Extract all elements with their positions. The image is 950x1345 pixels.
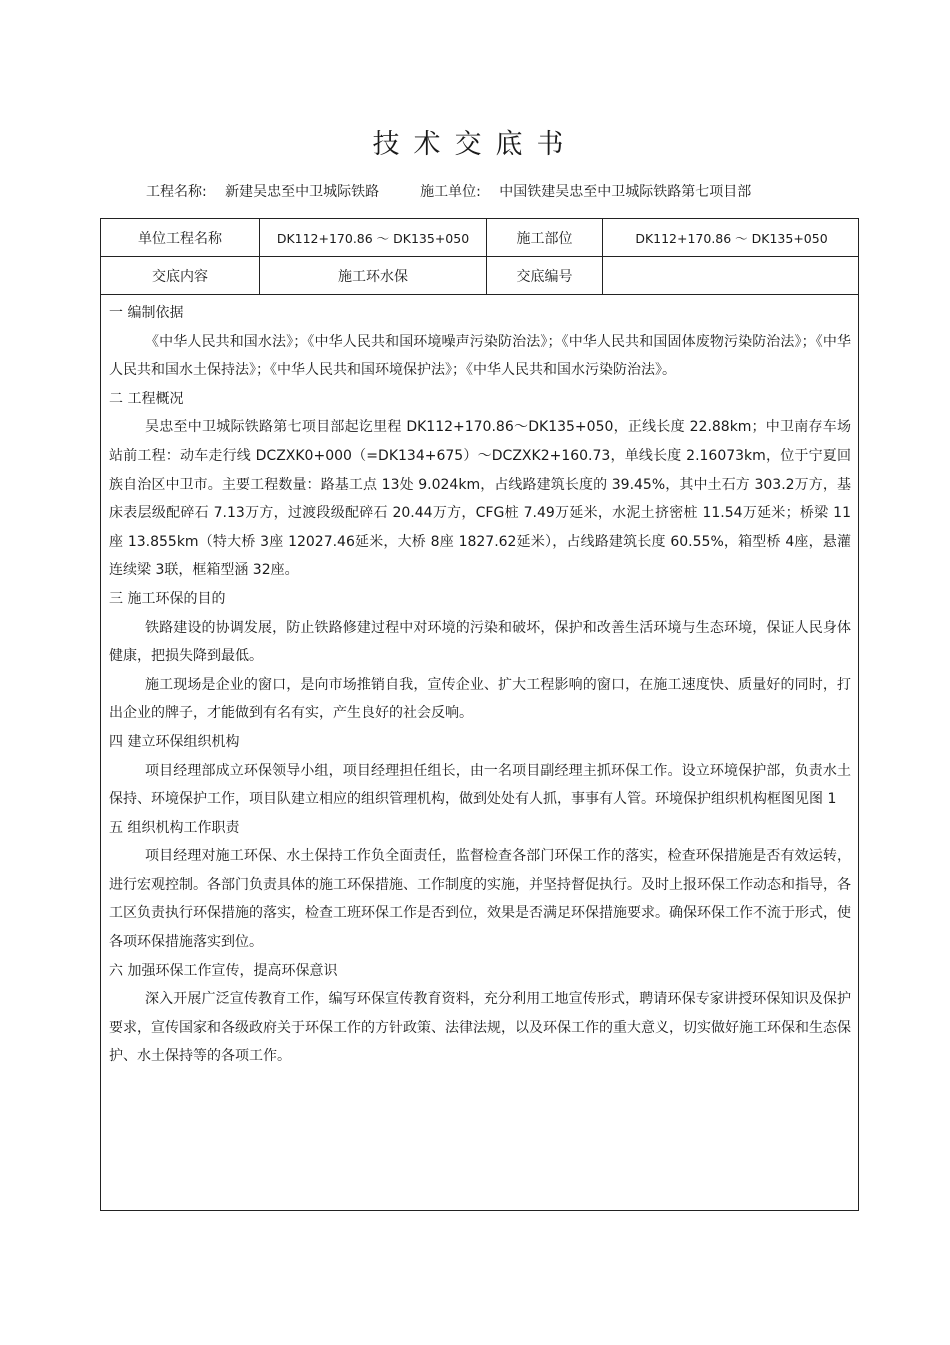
document-header: [146, 181, 751, 201]
project-label: 工程名称:: [146, 184, 207, 200]
unit-project-value: DK112+170.86 ～ DK135+050: [276, 230, 470, 246]
site-value: DK112+170.86 ～ DK135+050: [635, 230, 828, 246]
section-paragraph: 吴忠至中卫城际铁路第七项目部起讫里程 DK112+170.86～DK135+050，正线长度 22.88km；中卫南存车场站前工程：动车走行线 DCZXK0+000（=DK134+675）～DCZXK2+160.73，单线长度 2.16073km，位于宁夏回族自治区中卫市。主要工程数量：路基工点 13处 9.024km，占线路建筑长度的 39.45%，其中土石方 303.2万方，基床表层级配碎石 7.13万方，过渡段级配碎石 20.44万方，CFG桩 7.49万延米，水泥土挤密桩 11.54万延米；桥梁 11座 13.855km（特大桥 3座 12027.46延米，大桥 8座 1827.62延米），占线路建筑长度 60.55%，箱型桥 4座，悬灌连续梁 3联，框箱型涵 32座。: [109, 419, 851, 579]
document-title: 技术交底书: [372, 129, 578, 160]
number-label: 交底编号: [516, 268, 573, 285]
unit-name: 中国铁建吴忠至中卫城际铁路第七项目部: [499, 184, 752, 200]
section-paragraph: 铁路建设的协调发展，防止铁路修建过程中对环境的污染和破坏，保护和改善生活环境与生态环境，保证人民身体健康，把损失降到最低。: [109, 619, 851, 665]
unit-label: 施工单位:: [420, 184, 481, 200]
section-paragraph: 施工现场是企业的窗口，是向市场推销自我，宣传企业、扩大工程影响的窗口，在施工速度快、质量好的同时，打出企业的牌子，才能做到有名有实，产生良好的社会反响。: [109, 676, 851, 722]
number-value: [603, 257, 860, 294]
section-paragraph: 项目经理对施工环保、水土保持工作负全面责任，监督检查各部门环保工作的落实，检查环保措施是否有效运转，进行宏观控制。各部门负责具体的施工环保措施、工作制度的实施，并坚持督促执行。及时上报环保工作动态和指导，各工区负责执行环保措施的落实，检查工班环保工作是否到位，效果是否满足环保措施要求。确保环保工作不流于形式，使各项环保措施落实到位。: [109, 848, 851, 951]
section-heading: 六 加强环保工作宣传，提高环保意识: [109, 962, 338, 979]
section-heading: 四 建立环保组织机构: [109, 733, 240, 750]
section-paragraph: 项目经理部成立环保领导小组，项目经理担任组长，由一名项目副经理主抓环保工作。设立环境保护部，负责水土保持、环境保护工作，项目队建立相应的组织管理机构，做到处处有人抓，事事有人管。环境保护组织机构框图见图 1: [109, 762, 851, 808]
section-heading: 五 组织机构工作职责: [109, 819, 240, 836]
row-divider: [101, 294, 858, 295]
content-label: 交底内容: [152, 268, 208, 285]
section-heading: 一 编制依据: [109, 305, 184, 321]
disclosure-body: [109, 299, 851, 1071]
unit-project-label: 单位工程名称: [138, 230, 222, 247]
section-heading: 三 施工环保的目的: [109, 590, 226, 607]
section-paragraph: 《中华人民共和国水法》；《中华人民共和国环境噪声污染防治法》；《中华人民共和国固体废物污染防治法》；《中华人民共和国水土保持法》；《中华人民共和国环境保护法》；《中华人民共和国水污染防治法》。: [109, 333, 851, 379]
content-value: 施工环水保: [338, 268, 408, 285]
project-name: 新建吴忠至中卫城际铁路: [225, 184, 380, 200]
section-paragraph: 深入开展广泛宣传教育工作，编写环保宣传教育资料，充分利用工地宣传形式，聘请环保专家讲授环保知识及保护要求，宣传国家和各级政府关于环保工作的方针政策、法律法规，以及环保工作的重大意义，切实做好施工环保和生态保护、水土保持等的各项工作。: [109, 991, 851, 1065]
section-heading: 二 工程概况: [109, 390, 184, 407]
site-label: 施工部位: [516, 230, 573, 247]
disclosure-table: [100, 218, 859, 1211]
